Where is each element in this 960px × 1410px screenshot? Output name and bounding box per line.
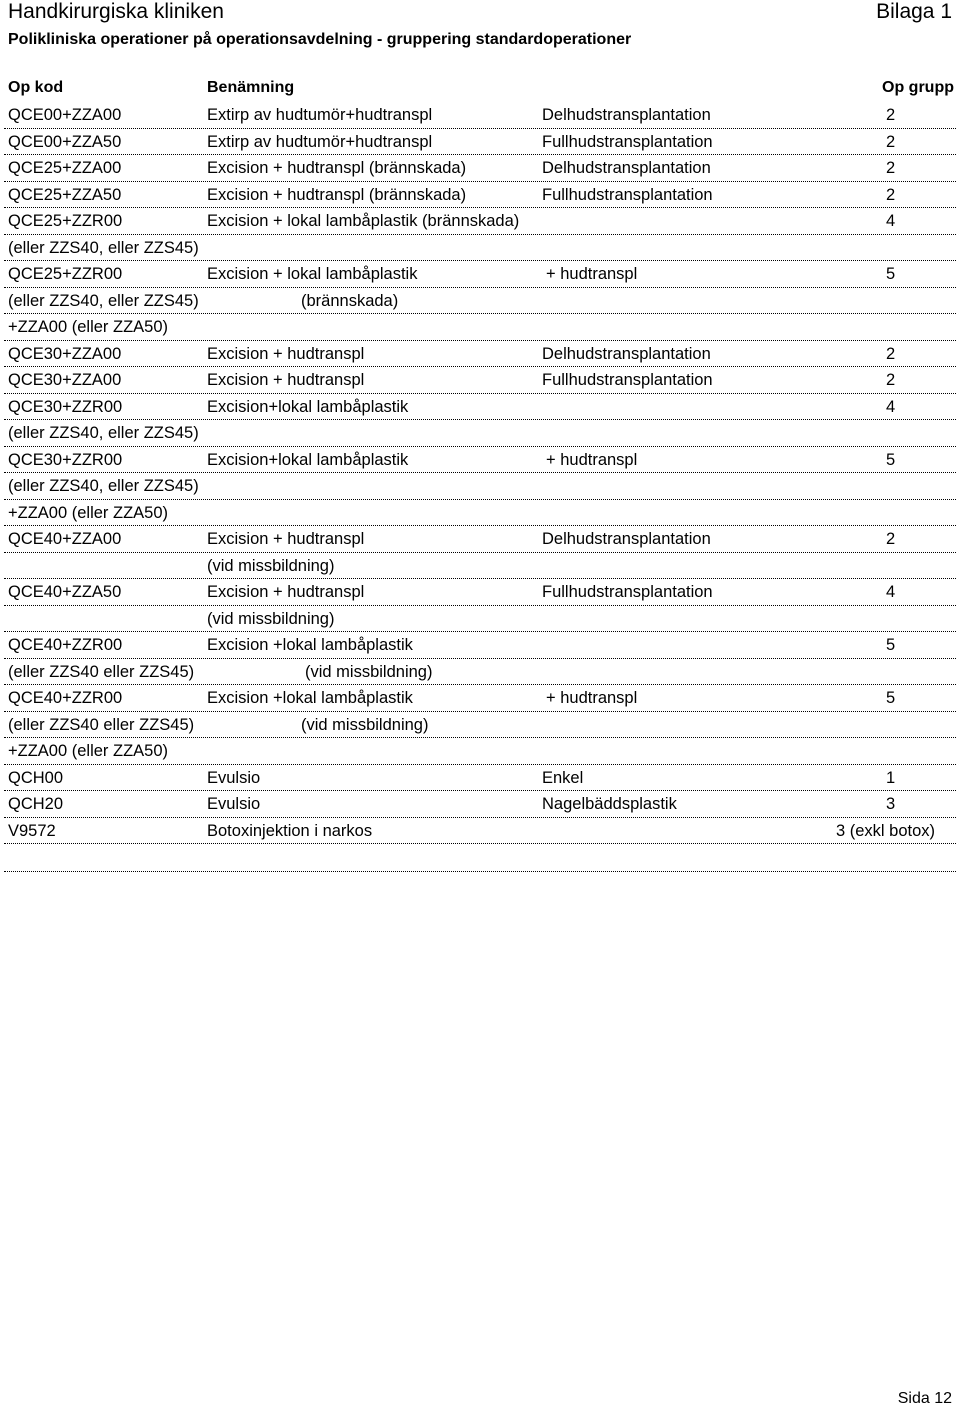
- table-row: [4, 420, 956, 447]
- op-code: V9572: [8, 821, 56, 840]
- trailing-divider: [4, 871, 956, 872]
- op-name: Excision + hudtranspl: [207, 344, 365, 363]
- op-name: Botoxinjektion i narkos: [207, 821, 373, 840]
- column-headers: [0, 79, 960, 101]
- table-row: [4, 208, 956, 235]
- op-code: QCE25+ZZA50: [8, 185, 122, 204]
- op-group: 4: [886, 583, 896, 601]
- table-row: [4, 579, 956, 606]
- op-code: QCH00: [8, 768, 64, 787]
- op-code: +ZZA00 (eller ZZA50): [8, 503, 169, 522]
- op-code: +ZZA00 (eller ZZA50): [8, 742, 169, 760]
- table-row: [4, 129, 956, 156]
- table-row: [4, 712, 956, 739]
- op-group: 2: [886, 106, 896, 124]
- op-code: (eller ZZS40, eller ZZS45): [8, 238, 199, 257]
- table-row: [4, 155, 956, 182]
- op-name: Excision + hudtranspl (brännskada): [207, 185, 467, 204]
- op-group: 5: [886, 636, 896, 654]
- page-title: Handkirurgiska kliniken: [8, 0, 224, 23]
- table-row: [4, 791, 956, 818]
- op-type: Delhudstransplantation: [542, 530, 711, 548]
- table-row: [4, 659, 956, 686]
- op-code: QCE00+ZZA50: [8, 132, 122, 151]
- op-addition: + hudtranspl: [546, 689, 638, 707]
- op-code: (eller ZZS40, eller ZZS45): [8, 291, 199, 310]
- op-name: Evulsio: [207, 768, 261, 787]
- op-type: Enkel: [542, 768, 584, 787]
- table-row: [4, 765, 956, 792]
- op-code: QCE25+ZZR00: [8, 265, 123, 283]
- op-group: 2: [886, 159, 896, 177]
- op-code: (eller ZZS40, eller ZZS45): [8, 424, 199, 442]
- column-header-name: Benämning: [207, 79, 295, 96]
- op-type: Delhudstransplantation: [542, 106, 711, 124]
- op-name: Excision + hudtranspl: [207, 530, 365, 548]
- op-name: Excision + hudtranspl: [207, 371, 365, 389]
- op-type: Fullhudstransplantation: [542, 371, 713, 389]
- op-group: 2: [886, 530, 896, 548]
- table-row: [4, 367, 956, 394]
- appendix-badge: Bilaga 1: [876, 0, 952, 23]
- op-group: 5: [886, 689, 896, 707]
- op-code: QCE25+ZZR00: [8, 212, 123, 230]
- table-row: [4, 182, 956, 209]
- op-name: (vid missbildning): [207, 556, 335, 575]
- op-code: QCE25+ZZA00: [8, 159, 122, 177]
- op-code: +ZZA00 (eller ZZA50): [8, 318, 169, 336]
- op-name: Extirp av hudtumör+hudtranspl: [207, 106, 433, 124]
- table-row: [4, 473, 956, 500]
- table-row: [4, 314, 956, 341]
- op-name: Evulsio: [207, 795, 261, 813]
- table-row: [4, 526, 956, 553]
- op-group: 5: [886, 450, 896, 469]
- op-addition: + hudtranspl: [546, 265, 638, 283]
- op-name: Excision + lokal lambåplastik: [207, 265, 418, 283]
- table-row: [4, 632, 956, 659]
- op-group: 3 (exkl botox): [836, 821, 936, 840]
- op-type: Delhudstransplantation: [542, 159, 711, 177]
- op-name: Excision + hudtranspl: [207, 583, 365, 601]
- table-row: [4, 500, 956, 527]
- table-row: [4, 288, 956, 315]
- op-code: QCE40+ZZR00: [8, 636, 123, 654]
- op-code: (eller ZZS40 eller ZZS45): [8, 715, 195, 734]
- op-group: 3: [886, 795, 896, 813]
- op-name: Excision + lokal lambåplastik (brännskada): [207, 212, 520, 230]
- op-group: 4: [886, 212, 896, 230]
- op-code: QCE30+ZZA00: [8, 371, 122, 389]
- table-row: [4, 102, 956, 129]
- op-group: 5: [886, 265, 896, 283]
- op-type: Delhudstransplantation: [542, 344, 711, 363]
- table-row: [4, 818, 956, 845]
- op-group: 2: [886, 132, 896, 151]
- page-subtitle: Polikliniska operationer på operationsavdelning - gruppering standardoperationer: [8, 31, 632, 48]
- table-row: [4, 394, 956, 421]
- op-note: (brännskada): [301, 291, 399, 310]
- op-code: QCE40+ZZR00: [8, 689, 123, 707]
- op-code: (eller ZZS40 eller ZZS45): [8, 662, 195, 681]
- table-row: [4, 447, 956, 474]
- op-code: QCE40+ZZA00: [8, 530, 122, 548]
- table-row: [4, 606, 956, 633]
- op-code: QCE40+ZZA50: [8, 583, 122, 601]
- op-type: Nagelbäddsplastik: [542, 795, 677, 813]
- op-name: Excision + hudtranspl (brännskada): [207, 159, 467, 177]
- op-code: QCE00+ZZA00: [8, 106, 122, 124]
- op-addition: + hudtranspl: [546, 450, 638, 469]
- table-row: [4, 235, 956, 262]
- op-type: Fullhudstransplantation: [542, 132, 713, 151]
- op-type: Fullhudstransplantation: [542, 583, 713, 601]
- op-name: Excision +lokal lambåplastik: [207, 636, 413, 654]
- op-code: QCH20: [8, 795, 64, 813]
- op-group: 2: [886, 185, 896, 204]
- op-name: Excision +lokal lambåplastik: [207, 689, 413, 707]
- op-name: (vid missbildning): [207, 609, 335, 628]
- table-row: [4, 261, 956, 288]
- op-group: 4: [886, 397, 896, 416]
- operations-table: [0, 102, 960, 844]
- op-name: Extirp av hudtumör+hudtranspl: [207, 132, 433, 151]
- op-note: (vid missbildning): [305, 662, 433, 681]
- table-row: [4, 553, 956, 580]
- op-note: (vid missbildning): [301, 715, 429, 734]
- table-row: [4, 738, 956, 765]
- table-row: [4, 341, 956, 368]
- op-name: Excision+lokal lambåplastik: [207, 397, 409, 416]
- op-group: 2: [886, 344, 896, 363]
- op-code: QCE30+ZZR00: [8, 397, 123, 416]
- op-group: 2: [886, 371, 896, 389]
- column-header-group: Op grupp: [882, 79, 954, 96]
- op-type: Fullhudstransplantation: [542, 185, 713, 204]
- page-number: Sida 12: [897, 1390, 952, 1407]
- table-row: [4, 685, 956, 712]
- column-header-code: Op kod: [8, 79, 64, 96]
- op-name: Excision+lokal lambåplastik: [207, 450, 409, 469]
- op-code: QCE30+ZZR00: [8, 450, 123, 469]
- op-group: 1: [886, 768, 896, 787]
- op-code: QCE30+ZZA00: [8, 344, 122, 363]
- op-code: (eller ZZS40, eller ZZS45): [8, 477, 199, 495]
